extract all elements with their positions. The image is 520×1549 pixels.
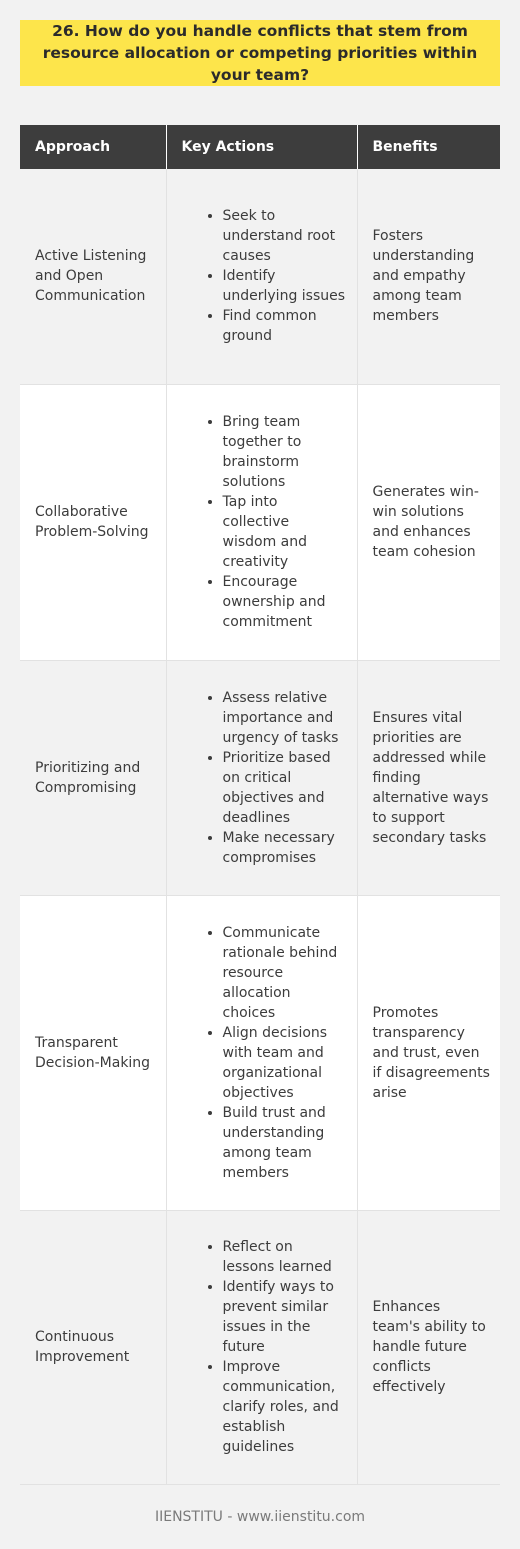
list-item: • Seek to understand root causes <box>223 206 347 266</box>
key-actions-list <box>182 1237 347 1457</box>
benefits-cell: Enhances team's ability to handle future conflicts effectively <box>357 1210 500 1484</box>
table-row <box>20 169 500 384</box>
key-actions-cell <box>166 1210 357 1484</box>
list-item: • Bring team together to brainstorm solutions <box>223 412 347 492</box>
key-actions-cell <box>166 895 357 1210</box>
table-header-row <box>20 125 500 169</box>
table-row <box>20 660 500 895</box>
column-header-benefits: Benefits <box>357 125 500 169</box>
list-item: • Communicate rationale behind resource allocation choices <box>223 923 347 1023</box>
approach-cell: Continuous Improvement <box>20 1210 166 1484</box>
benefits-cell: Generates win-win solutions and enhances team cohesion <box>357 384 500 660</box>
list-item: • Assess relative importance and urgency of tasks <box>223 688 347 748</box>
list-item: • Align decisions with team and organizational objectives <box>223 1023 347 1103</box>
key-actions-list <box>182 206 347 346</box>
comparison-table <box>20 125 500 1485</box>
key-actions-list <box>182 923 347 1183</box>
column-header-approach: Approach <box>20 125 166 169</box>
table-row <box>20 1210 500 1484</box>
list-item: • Build trust and understanding among team members <box>223 1103 347 1183</box>
approach-cell: Prioritizing and Compromising <box>20 660 166 895</box>
table-row <box>20 895 500 1210</box>
list-item: • Tap into collective wisdom and creativity <box>223 492 347 572</box>
key-actions-list <box>182 412 347 632</box>
key-actions-cell <box>166 660 357 895</box>
benefits-cell: Fosters understanding and empathy among team members <box>357 169 500 384</box>
key-actions-list <box>182 688 347 868</box>
list-item: • Identify underlying issues <box>223 266 347 306</box>
approach-cell: Transparent Decision-Making <box>20 895 166 1210</box>
column-header-key-actions: Key Actions <box>166 125 357 169</box>
key-actions-cell <box>166 169 357 384</box>
benefits-cell: Ensures vital priorities are addressed while finding alternative ways to support secondary tasks <box>357 660 500 895</box>
footer-credit: IIENSTITU - www.iienstitu.com <box>154 1509 366 1525</box>
approach-cell: Collaborative Problem-Solving <box>20 384 166 660</box>
list-item: • Improve communication, clarify roles, and establish guidelines <box>223 1357 347 1457</box>
list-item: • Make necessary compromises <box>223 828 347 868</box>
key-actions-cell <box>166 384 357 660</box>
list-item: • Find common ground <box>223 306 347 346</box>
list-item: • Reflect on lessons learned <box>223 1237 347 1277</box>
benefits-cell: Promotes transparency and trust, even if disagreements arise <box>357 895 500 1210</box>
list-item: • Prioritize based on critical objectives and deadlines <box>223 748 347 828</box>
page-title: 26. How do you handle conflicts that stem from resource allocation or competing priorities within your team? <box>42 22 478 84</box>
list-item: • Encourage ownership and commitment <box>223 572 347 632</box>
title-banner <box>20 20 500 86</box>
table-row <box>20 384 500 660</box>
list-item: • Identify ways to prevent similar issues in the future <box>223 1277 347 1357</box>
approach-cell: Active Listening and Open Communication <box>20 169 166 384</box>
